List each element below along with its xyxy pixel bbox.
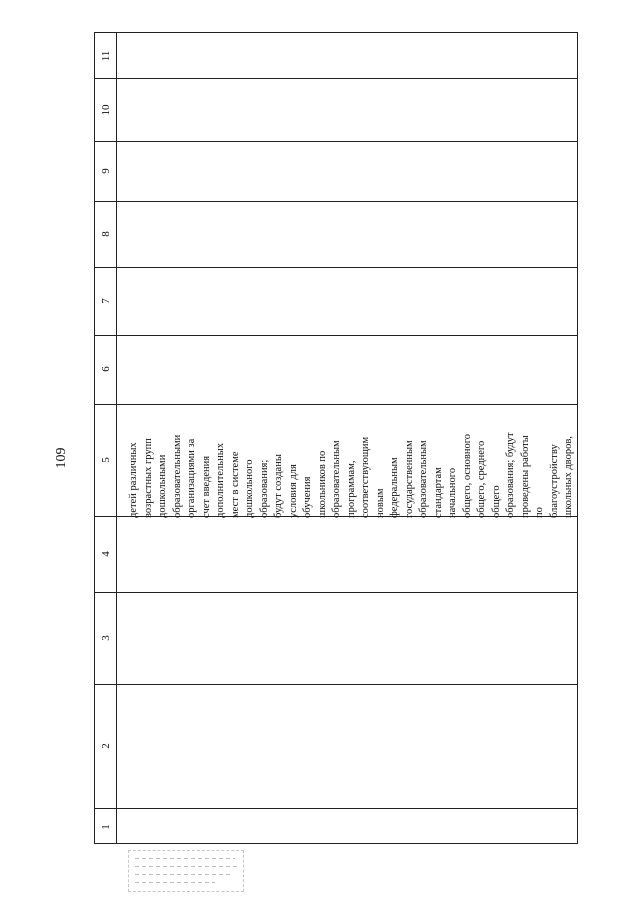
column-divider: [95, 201, 577, 202]
stamp-line: [135, 882, 215, 883]
cell-line: благоустройству: [548, 444, 560, 518]
cell-line: образовательным: [331, 440, 342, 518]
stamp-line: [135, 874, 231, 875]
table-header-strip: [95, 33, 117, 843]
cell-line: счет введения: [200, 455, 212, 518]
faded-stamp: [128, 850, 244, 892]
page-number: 109: [54, 447, 69, 469]
cell-line: по: [534, 507, 545, 518]
cell-line: школьников по: [316, 450, 328, 518]
cell-line: общего, среднего: [476, 440, 487, 518]
column-divider: [95, 78, 577, 79]
cell-line: дошкольными: [157, 454, 168, 518]
cell-line: детей различных: [128, 442, 139, 518]
column-number: 11: [100, 50, 112, 62]
cell-line: общего, основного: [461, 433, 473, 518]
column-number: 5: [100, 457, 112, 463]
column-number: 3: [100, 635, 112, 641]
cell-line: возрастных групп: [142, 438, 154, 518]
column-number: 10: [100, 104, 112, 116]
column-divider: [95, 267, 577, 268]
column-number: 8: [100, 231, 112, 237]
cell-line: образования;: [258, 459, 270, 518]
stamp-line: [135, 858, 235, 859]
column-number: 4: [100, 551, 112, 557]
cell-line: новым: [374, 488, 386, 518]
cell-line: мест в системе: [229, 451, 241, 518]
column-divider: [95, 684, 577, 685]
cell-line: соответствующим: [360, 436, 371, 518]
cell-line: дошкольного: [244, 459, 255, 518]
column-divider: [95, 404, 577, 405]
cell-line: государственным: [403, 440, 415, 518]
cell-line: дополнительных: [215, 442, 226, 518]
cell-line: обучения: [302, 476, 313, 518]
column-number: 9: [100, 168, 112, 174]
column5-cell-text: [127, 410, 574, 518]
cell-line: школьных дворов,: [563, 436, 574, 518]
rotated-table: [94, 32, 578, 844]
cell-line: проведены работы: [519, 435, 531, 518]
column-number: 1: [100, 824, 112, 830]
cell-line: условия для: [287, 464, 299, 518]
cell-line: общего: [490, 485, 502, 518]
cell-line: стандартам: [432, 467, 444, 518]
stamp-line: [135, 866, 239, 867]
column-divider: [95, 141, 577, 142]
column-number: 6: [100, 366, 112, 372]
column-divider: [95, 335, 577, 336]
cell-line: начального: [447, 467, 458, 518]
column-divider: [95, 808, 577, 809]
cell-line: федеральным: [389, 457, 400, 518]
cell-line: образовательным: [418, 440, 429, 518]
column-divider: [95, 592, 577, 593]
cell-line: образовательными: [171, 434, 183, 518]
column-number: 2: [100, 743, 112, 749]
column-number: 7: [100, 298, 112, 304]
cell-line: программам,: [345, 460, 357, 518]
cell-line: будут созданы: [273, 454, 284, 518]
column5-cell: [125, 409, 574, 519]
cell-line: организациями за: [186, 438, 197, 518]
cell-line: образования; будут: [505, 432, 516, 518]
